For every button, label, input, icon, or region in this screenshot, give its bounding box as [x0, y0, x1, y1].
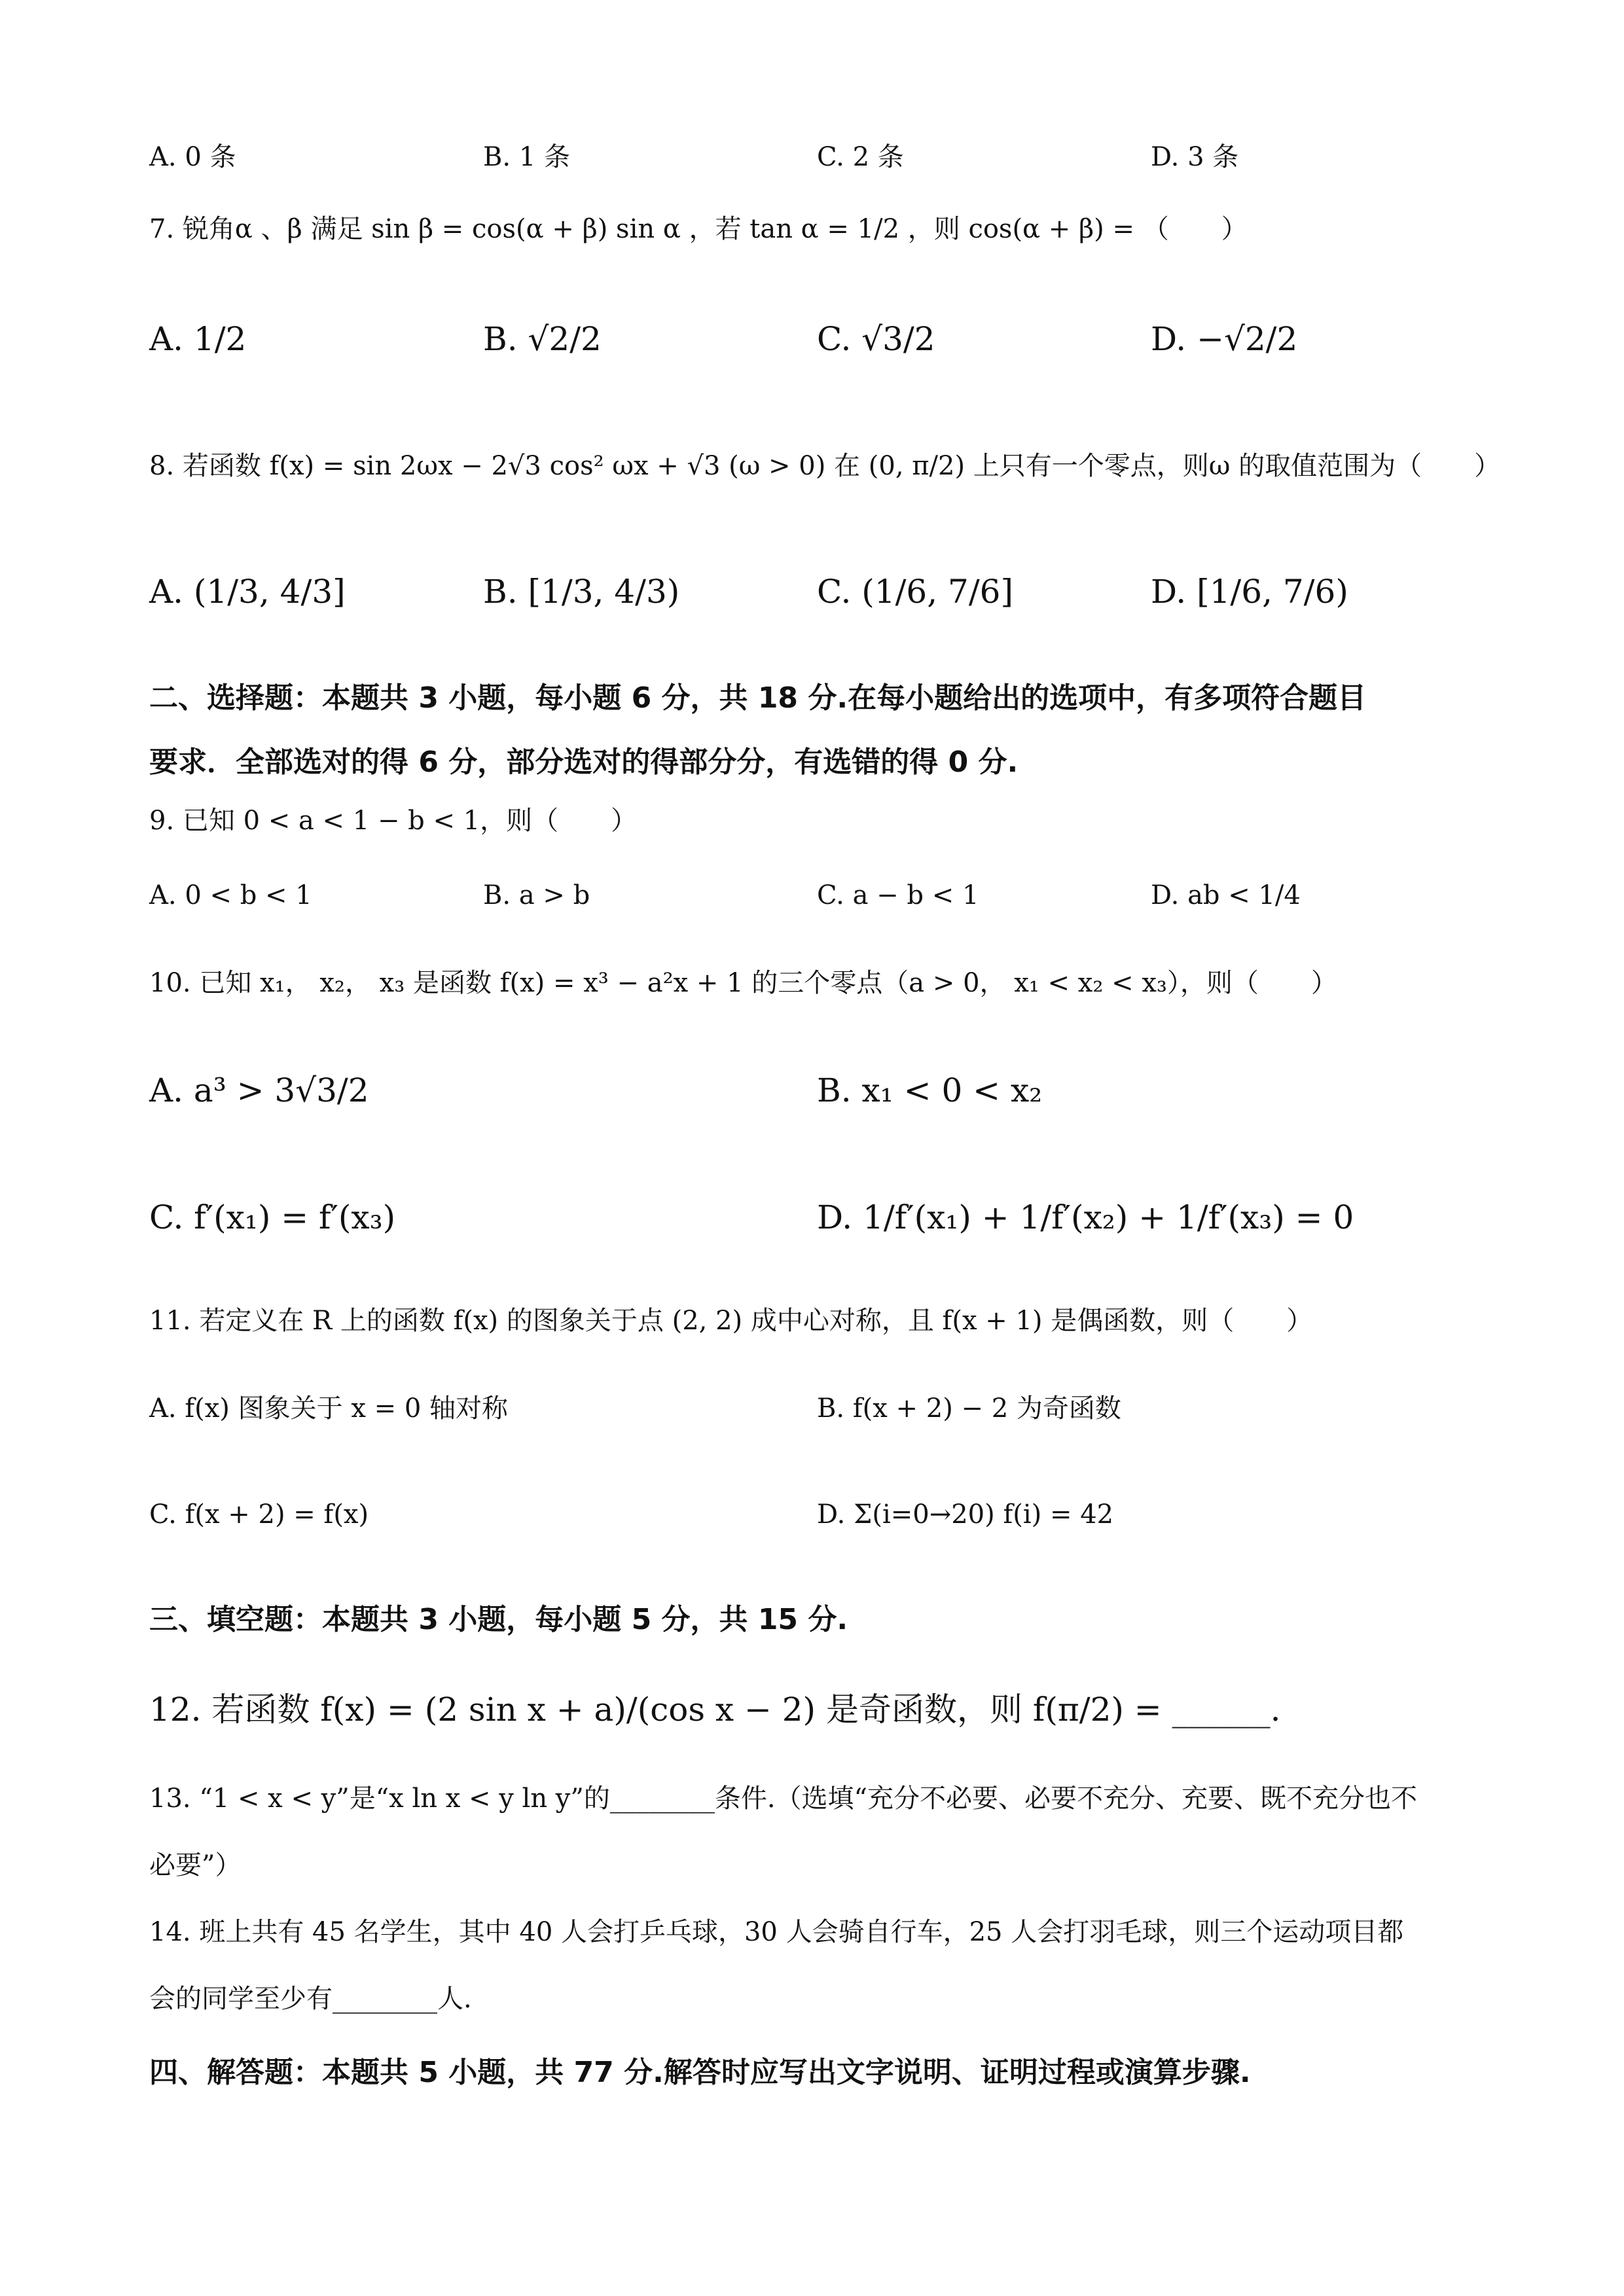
q11-option-d: D. Σ(i=0→20) f(i) = 42 [817, 1499, 1114, 1530]
q10-option-d: D. 1/f′(x₁) + 1/f′(x₂) + 1/f′(x₃) = 0 [817, 1198, 1354, 1236]
q14-line1: 14. 班上共有 45 名学生，其中 40 人会打乒乓球，30 人会骑自行车，25 人会打羽毛球，则三个运动项目都 [149, 1917, 1404, 1947]
q7-option-a: A. 1/2 [149, 320, 247, 358]
q6-option-d: D. 3 条 [1151, 142, 1239, 172]
section-2-heading-line2: 要求．全部选对的得 6 分，部分选对的得部分分，有选错的得 0 分. [149, 745, 1019, 779]
q9-stem: 9. 已知 0 < a < 1 − b < 1，则（ ） [149, 806, 638, 836]
q11-option-c: C. f(x + 2) = f(x) [149, 1499, 369, 1530]
section-3-heading: 三、填空题：本题共 3 小题，每小题 5 分，共 15 分. [149, 1603, 848, 1636]
q9-option-b: B. a > b [483, 880, 590, 910]
q6-option-c: C. 2 条 [817, 142, 904, 172]
q14-line2: 会的同学至少有________人. [149, 1984, 472, 2014]
q10-option-c: C. f′(x₁) = f′(x₃) [149, 1198, 396, 1236]
q9-option-d: D. ab < 1/4 [1151, 880, 1301, 910]
q11-option-b: B. f(x + 2) − 2 为奇函数 [817, 1393, 1121, 1424]
q8-option-a: A. (1/3, 4/3] [149, 573, 346, 611]
q8-option-c: C. (1/6, 7/6] [817, 573, 1013, 611]
q8-option-b: B. [1/3, 4/3) [483, 573, 680, 611]
q9-option-c: C. a − b < 1 [817, 880, 979, 910]
q11-option-a: A. f(x) 图象关于 x = 0 轴对称 [149, 1393, 508, 1424]
q7-option-b: B. √2/2 [483, 320, 602, 358]
q6-option-b: B. 1 条 [483, 142, 570, 172]
q13-line1: 13. “1 < x < y”是“x ln x < y ln y”的________条件.（选填“充分不必要、必要不充分、充要、既不充分也不 [149, 1784, 1418, 1814]
q6-option-a: A. 0 条 [149, 142, 236, 172]
q9-option-a: A. 0 < b < 1 [149, 880, 312, 910]
q12-stem: 12. 若函数 f(x) = (2 sin x + a)/(cos x − 2) 是奇函数，则 f(π/2) = ______. [149, 1691, 1281, 1729]
q8-stem: 8. 若函数 f(x) = sin 2ωx − 2√3 cos² ωx + √3 (ω > 0) 在 (0, π/2) 上只有一个零点，则ω 的取值范围为（ ） [149, 451, 1501, 481]
q10-option-a: A. a³ > 3√3/2 [149, 1071, 369, 1109]
q7-option-c: C. √3/2 [817, 320, 935, 358]
q13-line2: 必要”） [149, 1850, 242, 1880]
q11-stem: 11. 若定义在 R 上的函数 f(x) 的图象关于点 (2, 2) 成中心对称，且 f(x + 1) 是偶函数，则（ ） [149, 1306, 1313, 1336]
q10-stem: 10. 已知 x₁， x₂， x₃ 是函数 f(x) = x³ − a²x + 1 的三个零点（a > 0， x₁ < x₂ < x₃），则（ ） [149, 968, 1337, 998]
q7-stem: 7. 锐角α 、β 满足 sin β = cos(α + β) sin α ，若 tan α = 1/2 ，则 cos(α + β) = （ ） [149, 214, 1248, 244]
q7-option-d: D. −√2/2 [1151, 320, 1298, 358]
section-4-heading: 四、解答题：本题共 5 小题，共 77 分.解答时应写出文字说明、证明过程或演算步骤. [149, 2056, 1251, 2089]
q10-option-b: B. x₁ < 0 < x₂ [817, 1071, 1043, 1109]
section-2-heading-line1: 二、选择题：本题共 3 小题，每小题 6 分，共 18 分.在每小题给出的选项中，有多项符合题目 [149, 681, 1367, 715]
q8-option-d: D. [1/6, 7/6) [1151, 573, 1348, 611]
